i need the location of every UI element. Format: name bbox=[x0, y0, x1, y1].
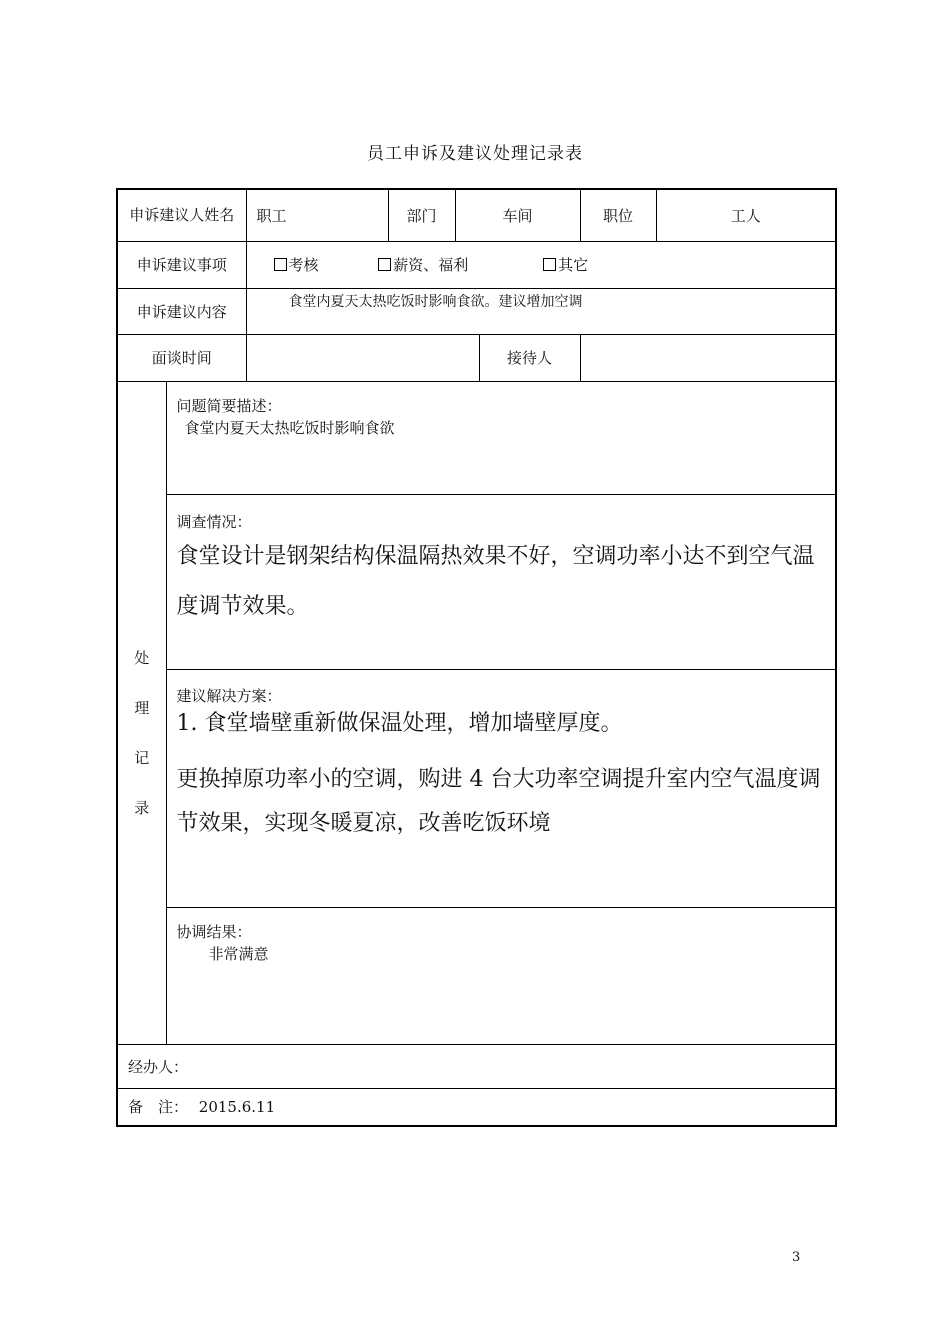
receiver-label: 接待人 bbox=[479, 334, 580, 381]
checkbox-icon[interactable] bbox=[543, 258, 556, 271]
matter-label: 申诉建议事项 bbox=[117, 241, 246, 288]
handler-label: 经办人： bbox=[117, 1044, 836, 1088]
investigation-label: 调查情况： bbox=[176, 512, 252, 531]
result bbox=[166, 907, 836, 1044]
position-label: 职位 bbox=[580, 189, 656, 241]
content-label: 申诉建议内容 bbox=[117, 288, 246, 334]
remark-label: 备 注： bbox=[128, 1098, 189, 1117]
solution-label: 建议解决方案： bbox=[176, 686, 282, 705]
processing-record-label: 处 理 记 录 bbox=[117, 381, 166, 1044]
problem-section bbox=[117, 381, 836, 494]
page-title: 员工申诉及建议处理记录表 bbox=[367, 144, 583, 164]
matter-options bbox=[246, 241, 836, 288]
name-label: 申诉建议人姓名 bbox=[117, 189, 246, 241]
remark-row bbox=[117, 1088, 836, 1126]
handler-row bbox=[117, 1044, 836, 1088]
remark-value[interactable]: 2015.6.11 bbox=[198, 1098, 276, 1117]
option-other[interactable]: 其它 bbox=[543, 254, 588, 275]
name-value[interactable]: 职工 bbox=[246, 189, 388, 241]
checkbox-icon[interactable] bbox=[378, 258, 391, 271]
remark bbox=[117, 1088, 836, 1126]
checkbox-icon[interactable] bbox=[274, 258, 287, 271]
interview-time-label: 面谈时间 bbox=[117, 334, 246, 381]
page-number: 3 bbox=[792, 1250, 801, 1265]
content-row bbox=[117, 288, 836, 334]
option-assessment[interactable]: 考核 bbox=[274, 254, 374, 275]
investigation-text[interactable]: 食堂设计是钢架结构保温隔热效果不好，空调功率小达不到空气温度调节效果。 bbox=[176, 543, 815, 619]
complaint-form-table bbox=[116, 188, 837, 1127]
investigation-section bbox=[117, 494, 836, 669]
solution-section bbox=[117, 669, 836, 907]
result-label: 协调结果： bbox=[176, 922, 252, 941]
problem-text[interactable]: 食堂内夏天太热吃饭时影响食欲 bbox=[184, 418, 395, 437]
position-value[interactable]: 工人 bbox=[656, 189, 836, 241]
solution bbox=[166, 669, 836, 907]
content-value[interactable]: 食堂内夏天太热吃饭时影响食欲。建议增加空调 bbox=[246, 288, 836, 334]
interview-time-value[interactable] bbox=[246, 334, 479, 381]
problem-label: 问题简要描述： bbox=[176, 396, 282, 415]
investigation bbox=[166, 494, 836, 669]
solution-line-1[interactable]: 1. 食堂墙壁重新做保温处理，增加墙壁厚度。 bbox=[176, 710, 623, 736]
department-value[interactable]: 车间 bbox=[455, 189, 580, 241]
result-section bbox=[117, 907, 836, 1044]
department-label: 部门 bbox=[388, 189, 455, 241]
applicant-row bbox=[117, 189, 836, 241]
receiver-value[interactable] bbox=[580, 334, 836, 381]
option-salary-welfare[interactable]: 薪资、福利 bbox=[378, 254, 538, 275]
result-text[interactable]: 非常满意 bbox=[208, 944, 269, 963]
interview-row bbox=[117, 334, 836, 381]
matter-row bbox=[117, 241, 836, 288]
solution-line-2[interactable]: 更换掉原功率小的空调，购进 4 台大功率空调提升室内空气温度调节效果，实现冬暖夏凉，改善吃饭环境 bbox=[176, 766, 821, 836]
problem-description bbox=[166, 381, 836, 494]
